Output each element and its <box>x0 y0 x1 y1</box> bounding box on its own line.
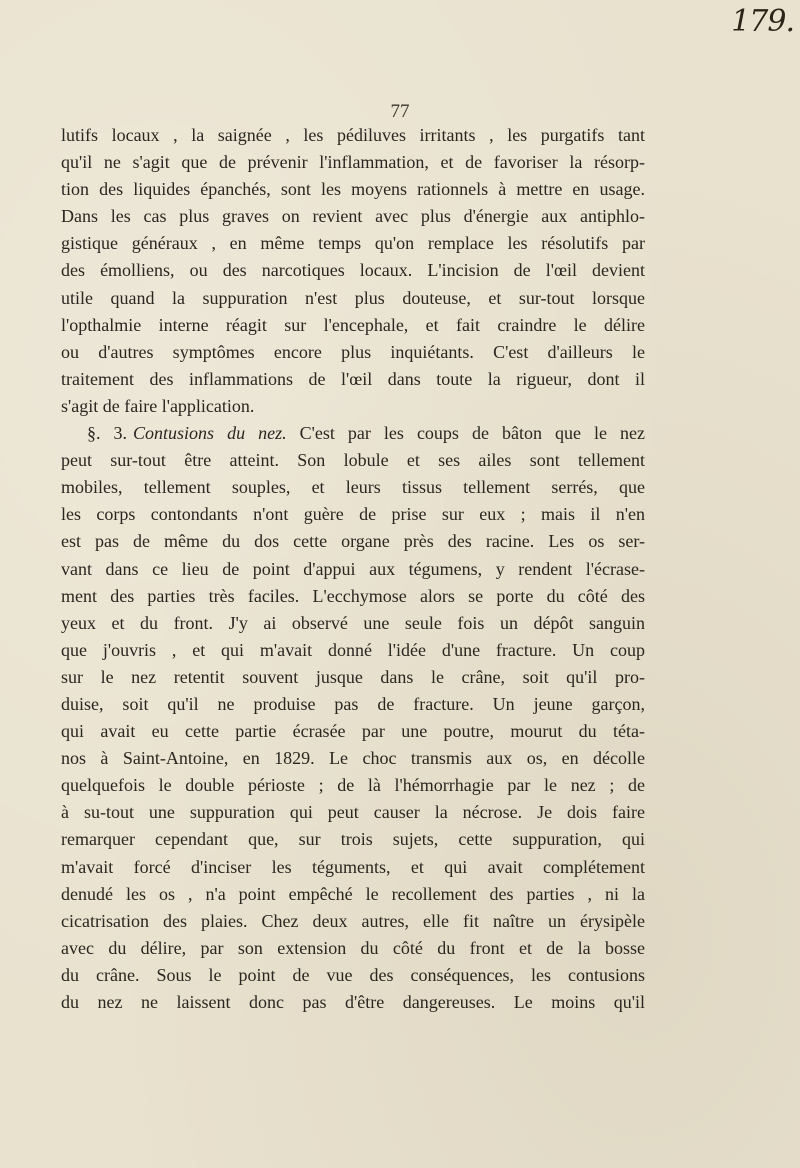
section-title: Contusions du nez. <box>133 423 287 444</box>
text-line: gistique généraux , en même temps qu'on remplace les résolutifs par <box>61 233 645 254</box>
text-line: traitement des inflammations de l'œil dans toute la rigueur, dont il <box>61 368 645 389</box>
text-line: vant dans ce lieu de point d'appui aux tégumens, y rendent l'écrase- <box>61 558 645 579</box>
text-line: est pas de même du dos cette organe près des racine. Les os ser- <box>61 531 645 552</box>
section-number: §. 3. <box>87 423 128 444</box>
text-line: avec du délire, par son extension du côté du front et de la bosse <box>61 937 645 958</box>
handwritten-folio-mark: 179. <box>731 4 794 39</box>
text-line: qu'il ne s'agit que de prévenir l'inflammation, et de favoriser la résorp- <box>61 152 645 173</box>
section-heading-line <box>61 420 645 447</box>
text-line: des émolliens, ou des narcotiques locaux. L'incision de l'œil devient <box>61 260 645 281</box>
text-line: duise, soit qu'il ne produise pas de fracture. Un jeune garçon, <box>61 693 645 714</box>
text-line: mobiles, tellement souples, et leurs tissus tellement serrés, que <box>61 477 645 498</box>
text-line: yeux et du front. J'y ai observé une seule fois un dépôt sanguin <box>61 612 645 633</box>
text-line: l'opthalmie interne réagit sur l'encephale, et fait craindre le délire <box>61 314 645 335</box>
text-line: à su-tout une suppuration qui peut causer la nécrose. Je dois faire <box>61 802 645 823</box>
body-text <box>61 122 645 1016</box>
text-line: nos à Saint-Antoine, en 1829. Le choc transmis aux os, en décolle <box>61 748 645 769</box>
text-line: du nez ne laissent donc pas d'être dangereuses. Le moins qu'il <box>61 992 645 1012</box>
text-line: du crâne. Sous le point de vue des conséquences, les contusions <box>61 964 645 985</box>
text-line: ou d'autres symptômes encore plus inquiétants. C'est d'ailleurs le <box>61 341 645 362</box>
page-number: 77 <box>390 101 410 122</box>
text-line: qui avait eu cette partie écrasée par une poutre, mourut du téta- <box>61 721 645 742</box>
text-line: lutifs locaux , la saignée , les pédiluves irritants , les purgatifs tant <box>61 125 645 145</box>
text-line: remarquer cependant que, sur trois sujets, cette suppuration, qui <box>61 829 645 850</box>
text-line: tion des liquides épanchés, sont les moyens rationnels à mettre en usage. <box>61 179 645 200</box>
text-line: denudé les os , n'a point empêché le recollement des parties , ni la <box>61 883 645 904</box>
text-line: cicatrisation des plaies. Chez deux autres, elle fit naître un érysipèle <box>61 910 645 931</box>
text-line: que j'ouvris , et qui m'avait donné l'idée d'une fracture. Un coup <box>61 639 645 660</box>
text-line: les corps contondants n'ont guère de prise sur eux ; mais il n'en <box>61 504 645 525</box>
text-line: peut sur-tout être atteint. Son lobule et ses ailes sont tellement <box>61 450 645 471</box>
text-line: m'avait forcé d'inciser les téguments, et qui avait complétement <box>61 856 645 877</box>
text-line: s'agit de faire l'application. <box>61 395 255 416</box>
text-line: quelquefois le double périoste ; de là l'hémorrhagie par le nez ; de <box>61 775 645 796</box>
text-line: sur le nez retentit souvent jusque dans le crâne, soit qu'il pro- <box>61 666 645 687</box>
text-line: C'est par les coups de bâton que le nez <box>299 423 645 444</box>
text-line: Dans les cas plus graves on revient avec plus d'énergie aux antiphlo- <box>61 206 645 227</box>
text-line: ment des parties très faciles. L'ecchymose alors se porte du côté des <box>61 585 645 606</box>
text-line: utile quand la suppuration n'est plus douteuse, et sur-tout lorsque <box>61 287 645 308</box>
